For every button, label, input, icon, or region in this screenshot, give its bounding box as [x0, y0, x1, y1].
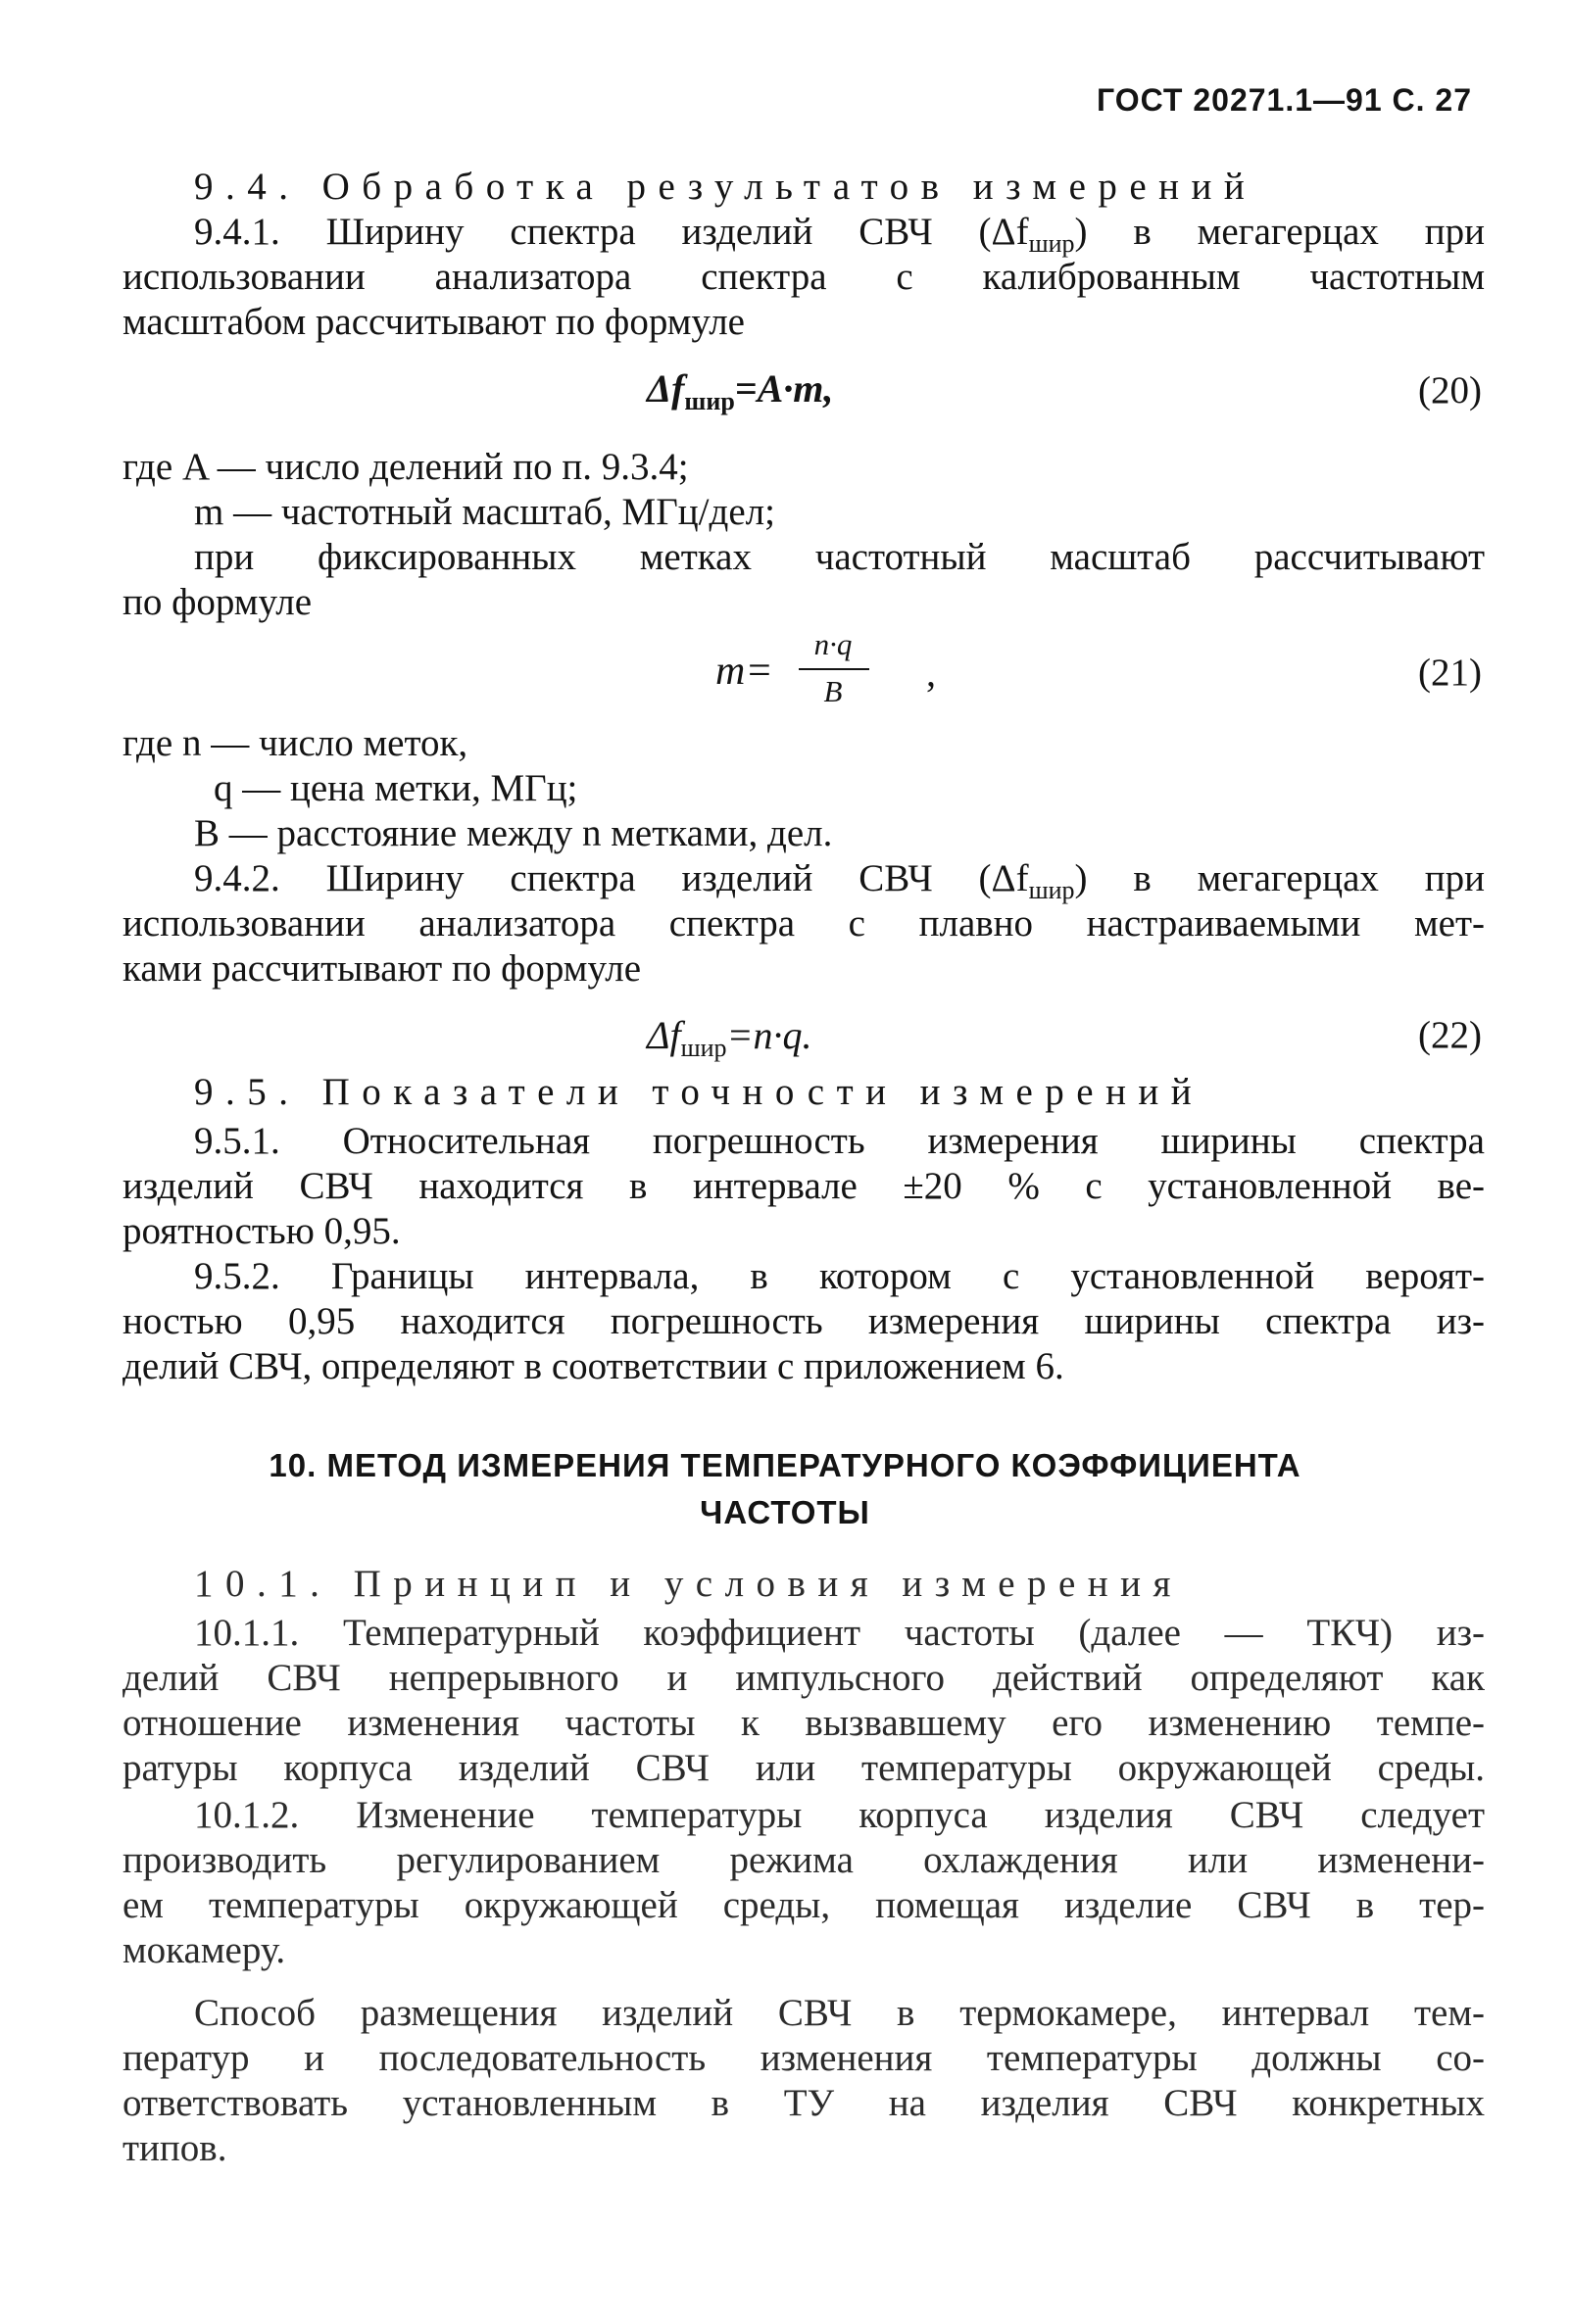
- where-21-line-2: q — цена метки, МГц;: [214, 767, 578, 809]
- para-last-line-2: ператур и последовательность изменения температуры должны со-: [123, 2037, 1485, 2079]
- para-10-1-2-line-1: 10.1.2. Изменение температуры корпуса изделия СВЧ следует: [194, 1794, 1485, 1836]
- para-9-4-1-line-1: 9.4.1. Ширину спектра изделий СВЧ $(\Delta f_{шир})$ в мегагерцах при: [194, 211, 1485, 258]
- para-9-5-1-line-1: 9.5.1. Относительная погрешность измерения ширины спектра: [194, 1120, 1485, 1162]
- equation-number-20: (20): [1418, 369, 1482, 412]
- para-10-1-1-line-3: отношение изменения частоты к вызвавшему его изменению темпе-: [123, 1702, 1485, 1744]
- para-9-5-2-line-2: ностью 0,95 находится погрешность измерения ширины спектра из-: [123, 1300, 1485, 1342]
- where-21-line-3: B — расстояние между n метками, дел.: [194, 812, 833, 854]
- para-9-4-1-line-3: масштабом рассчитывают по формуле: [123, 301, 745, 343]
- section-9-5-title: 9.5. Показатели точности измерений: [194, 1071, 1204, 1113]
- page-header: ГОСТ 20271.1—91 С. 27: [1097, 82, 1472, 118]
- para-10-1-1-line-2: делий СВЧ непрерывного и импульсного действий определяют как: [123, 1657, 1485, 1699]
- section-10-title-line-1: 10. МЕТОД ИЗМЕРЕНИЯ ТЕМПЕРАТУРНОГО КОЭФФИЦИЕНТА: [269, 1447, 1301, 1483]
- para-9-5-1-line-2: изделий СВЧ находится в интервале ±20 % с установленной ве-: [123, 1165, 1485, 1207]
- para-last-line-4: типов.: [123, 2127, 227, 2169]
- para-9-5-2-line-3: делий СВЧ, определяют в соответствии с приложением 6.: [123, 1345, 1064, 1387]
- where-20-line-1: где A — число делений по п. 9.3.4;: [123, 446, 689, 488]
- equation-number-22: (22): [1418, 1014, 1482, 1056]
- section-10-title-line-2: ЧАСТОТЫ: [700, 1494, 870, 1530]
- para-last-line-3: ответствовать установленным в ТУ на изделия СВЧ конкретных: [123, 2082, 1485, 2124]
- para-10-1-2-line-2: производить регулированием режима охлаждения или изменени-: [123, 1839, 1485, 1881]
- formula-21-numerator: n·q: [813, 627, 853, 661]
- para-10-1-1-line-4: ратуры корпуса изделий СВЧ или температуры окружающей среды.: [123, 1747, 1485, 1789]
- formula-22: $\Delta f_{шир}=n\cdot q$.: [647, 1013, 812, 1062]
- where-20-line-4: по формуле: [123, 581, 313, 623]
- equation-number-21: (21): [1418, 652, 1482, 694]
- formula-21-lhs: m=: [715, 649, 773, 694]
- formula-20: $\Delta f_{шир}=A\cdot m$,: [647, 366, 834, 415]
- para-9-4-2-line-2: использовании анализатора спектра с плавно настраиваемыми мет-: [123, 902, 1485, 944]
- section-9-4-title: 9.4. Обработка результатов измерений: [194, 166, 1257, 208]
- para-9-4-2-line-3: ками рассчитывают по формуле: [123, 947, 642, 990]
- where-20-line-2: m — частотный масштаб, МГц/дел;: [194, 491, 775, 533]
- formula-21-fraction-bar: [799, 668, 869, 670]
- para-9-5-1-line-3: роятностью 0,95.: [123, 1210, 401, 1252]
- where-20-line-3: при фиксированных метках частотный масштаб рассчитывают: [194, 536, 1485, 578]
- para-9-5-2-line-1: 9.5.2. Границы интервала, в котором с установленной вероят-: [194, 1255, 1485, 1297]
- para-10-1-1-line-1: 10.1.1. Температурный коэффициент частоты (далее — ТКЧ) из-: [194, 1612, 1485, 1654]
- para-last-line-1: Способ размещения изделий СВЧ в термокамере, интервал тем-: [194, 1992, 1485, 2034]
- formula-21-comma: ,: [926, 651, 936, 695]
- para-10-1-2-line-4: мокамеру.: [123, 1929, 286, 1971]
- where-21-line-1: где n — число меток,: [123, 722, 468, 764]
- para-9-4-1-line-2: использовании анализатора спектра с калиброванным частотным: [123, 256, 1485, 298]
- formula-21-denominator: B: [823, 674, 843, 708]
- para-9-4-2-line-1: 9.4.2. Ширину спектра изделий СВЧ $(\Delta f_{шир})$ в мегагерцах при: [194, 857, 1485, 904]
- para-10-1-2-line-3: ем температуры окружающей среды, помещая изделие СВЧ в тер-: [123, 1884, 1485, 1926]
- section-10-1-title: 10.1. Принцип и условия измерения: [194, 1563, 1183, 1605]
